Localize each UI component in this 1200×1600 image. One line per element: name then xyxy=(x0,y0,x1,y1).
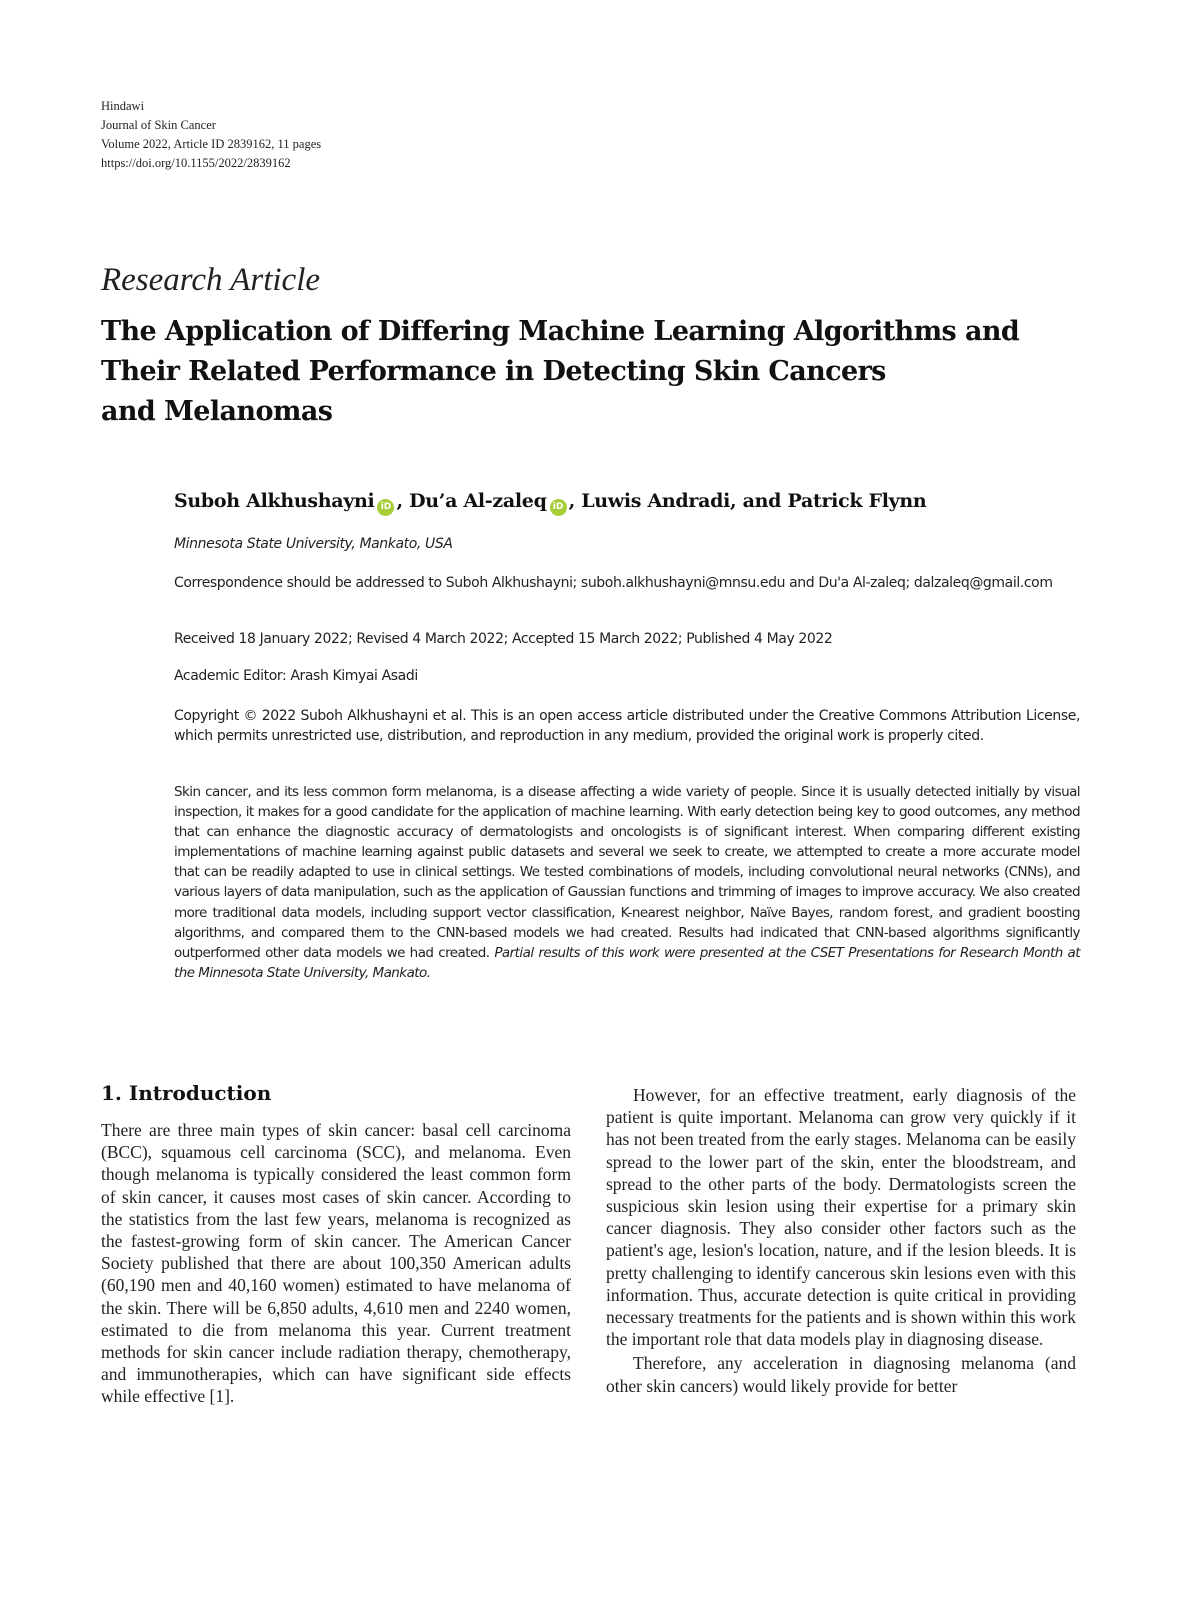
body-column-left xyxy=(101,1080,571,1408)
academic-editor: Academic Editor: Arash Kimyai Asadi xyxy=(174,668,418,684)
author-separator: , xyxy=(396,490,410,512)
publication-dates: Received 18 January 2022; Revised 4 March 2022; Accepted 15 March 2022; Published 4 May 2022 xyxy=(174,631,833,647)
abstract-text: Skin cancer, and its less common form melanoma, is a disease affecting a wide variety of people. Since it is usually detected initially by visual inspection, it makes for a good candidate for the application of machine learning. With early detection being key to good outcomes, any method that can enhance the diagnostic accuracy of dermatologists and oncologists is of significant interest. When comparing different existing implementations of machine learning against public datasets and several we seek to create, we attempted to create a more accurate model that can be readily adapted to use in clinical settings. We tested combinations of models, including convolutional neural networks (CNNs), and various layers of data manipulation, such as the application of Gaussian functions and trimming of images to improve accuracy. We also created more traditional data models, including support vector classification, K-nearest neighbor, Naïve Bayes, random forest, and gradient boosting algorithms, and compared them to the CNN-based models we had created. Results had indicated that CNN-based algorithms significantly outperformed other data models we had created. xyxy=(174,784,1080,961)
title-line: and Melanomas xyxy=(101,396,333,427)
journal-name: Journal of Skin Cancer xyxy=(101,118,216,132)
paragraph: There are three main types of skin cancer: basal cell carcinoma (BCC), squamous cell carcinoma (SCC), and melanoma. Even though melanoma is typically considered the least common form of skin cancer, it causes most cases of skin cancer. According to the statistics from the last few years, melanoma is recognized as the fastest-growing form of skin cancer. The American Cancer Society published that there are about 100,350 American adults (60,190 men and 40,160 women) estimated to have melanoma of the skin. There will be 6,850 adults, 4,610 men and 2240 women, estimated to die from melanoma this year. Current treatment methods for skin cancer include radiation therapy, chemotherapy, and immunotherapies, which can have significant side effects while effective [1]. xyxy=(101,1120,571,1407)
author-name: Suboh Alkhushayni xyxy=(174,490,375,512)
volume-info: Volume 2022, Article ID 2839162, 11 pages xyxy=(101,137,322,151)
orcid-icon[interactable]: iD xyxy=(550,499,567,516)
paper-title xyxy=(101,312,1111,432)
body-column-right xyxy=(606,1084,1076,1397)
orcid-icon[interactable]: iD xyxy=(377,499,394,516)
doi-link[interactable]: https://doi.org/10.1155/2022/2839162 xyxy=(101,156,291,170)
correspondence: Correspondence should be addressed to Suboh Alkhushayni; suboh.alkhushayni@mnsu.edu and Du'a Al-zaleq; dalzaleq@gmail.com xyxy=(174,575,1053,591)
title-line: The Application of Differing Machine Learning Algorithms and xyxy=(101,316,1020,347)
publisher-name: Hindawi xyxy=(101,99,145,113)
title-line: Their Related Performance in Detecting Skin Cancers xyxy=(101,356,886,387)
paragraph: However, for an effective treatment, early diagnosis of the patient is quite important. Melanoma can grow very quickly if it has not been treated from the early stages. Melanoma can be easily spread to the lower part of the skin, enter the bloodstream, and spread to the other parts of the body. Dermatologists screen the suspicious skin lesion using their expertise for a primary skin cancer diagnosis. They also consider other factors such as the patient's age, lesion's location, nature, and if the lesion bleeds. It is pretty challenging to identify cancerous skin lesions even with this information. Thus, accurate detection is quite critical in providing necessary treatments for the patients and is shown within this work the important role that data models play in diagnosing disease. xyxy=(606,1085,1076,1350)
abstract xyxy=(174,782,1080,983)
affiliation: Minnesota State University, Mankato, USA xyxy=(174,536,453,552)
abstract-note: Partial results of this work were presented at the CSET Presentations for Research Month at the Minnesota State University, Mankato. xyxy=(174,944,1081,981)
article-type: Research Article xyxy=(101,262,321,298)
author-names-rest: , Luwis Andradi, and Patrick Flynn xyxy=(568,490,927,512)
author-name: Du’a Al-zaleq xyxy=(409,490,547,512)
paragraph: Therefore, any acceleration in diagnosing melanoma (and other skin cancers) would likely provide for better xyxy=(606,1353,1076,1396)
copyright-notice: Copyright © 2022 Suboh Alkhushayni et al. This is an open access article distributed under the Creative Commons Attribution License, which permits unrestricted use, distribution, and reproduction in any medium, provided the original work is properly cited. xyxy=(174,708,1080,744)
journal-header xyxy=(101,97,321,173)
section-heading-introduction: 1. Introduction xyxy=(101,1081,272,1105)
author-list xyxy=(174,490,926,516)
